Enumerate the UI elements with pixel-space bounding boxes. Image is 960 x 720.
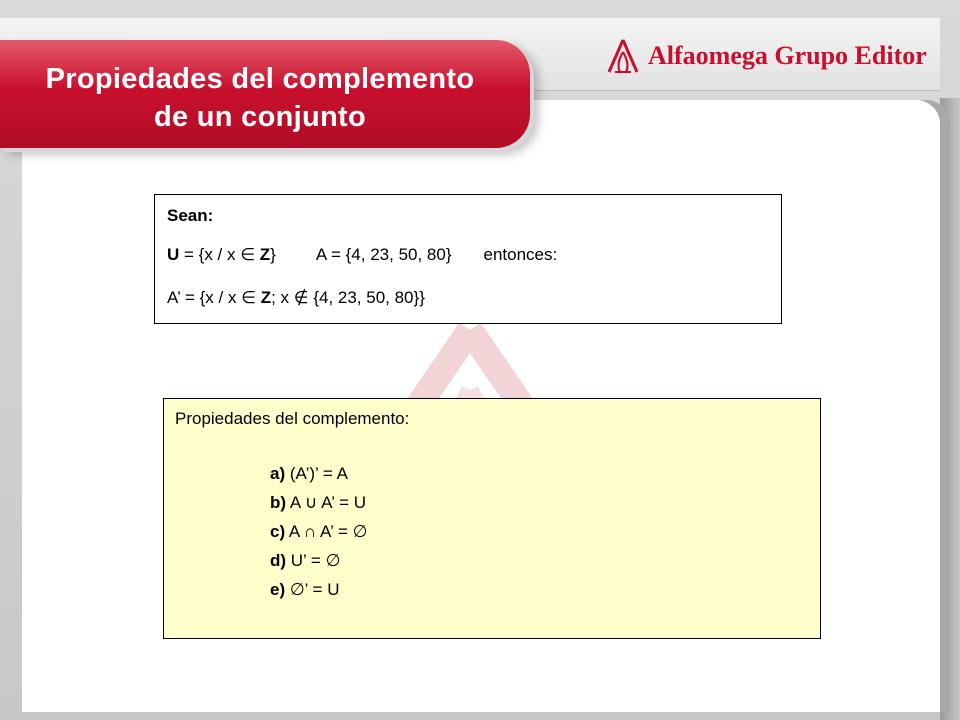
property-item-a xyxy=(270,464,348,484)
universe-symbol: U xyxy=(167,245,180,264)
alfaomega-triangle-icon xyxy=(606,38,640,74)
definition-line-1 xyxy=(167,245,557,265)
property-item-e xyxy=(270,580,339,600)
property-label: d) xyxy=(270,551,287,570)
property-label: c) xyxy=(270,522,286,541)
property-suffix: ’ = U xyxy=(304,580,340,599)
universe-def-end: } xyxy=(270,245,276,264)
properties-box xyxy=(163,398,821,639)
complement-def-mid: ; x xyxy=(271,288,294,307)
complement-def-end: {4, 23, 50, 80}} xyxy=(308,288,425,307)
element-of-symbol: ∈ xyxy=(241,288,256,308)
property-item-b xyxy=(270,493,366,513)
empty-set-symbol: ∅ xyxy=(289,580,305,600)
definition-label: Sean: xyxy=(167,206,214,225)
not-element-of-symbol: ∉ xyxy=(293,288,309,308)
universe-def-start: = {x / x xyxy=(179,245,241,264)
set-a-definition: A = {4, 23, 50, 80} xyxy=(315,245,452,264)
property-item-c xyxy=(270,522,367,542)
definition-line-2 xyxy=(167,288,425,308)
conclusion-word: entonces: xyxy=(483,245,558,264)
property-item-d xyxy=(270,551,340,571)
property-expression: (A’)’ = A xyxy=(285,464,348,483)
integers-symbol: Z xyxy=(259,245,271,264)
property-label: b) xyxy=(270,493,287,512)
property-expression: A ∩ A’ = xyxy=(285,522,353,541)
property-label: e) xyxy=(270,580,286,599)
property-label: a) xyxy=(270,464,286,483)
complement-def-start: A’ = {x / x xyxy=(167,288,242,307)
panel-shadow xyxy=(940,98,960,720)
empty-set-symbol: ∅ xyxy=(325,551,341,571)
title-line-2: de un conjunto xyxy=(153,101,366,133)
integers-symbol: Z xyxy=(260,288,272,307)
definition-box xyxy=(154,194,782,324)
page-title xyxy=(0,60,520,136)
title-line-1: Propiedades del complemento xyxy=(45,63,475,95)
property-expression: U’ = xyxy=(286,551,326,570)
logo-text: Alfaomega Grupo Editor xyxy=(648,41,927,70)
properties-heading: Propiedades del complemento: xyxy=(175,409,410,428)
element-of-symbol: ∈ xyxy=(240,245,256,265)
empty-set-symbol: ∅ xyxy=(352,522,368,542)
property-expression: A ∪ A’ = U xyxy=(286,493,367,512)
brand-logo xyxy=(606,36,927,76)
